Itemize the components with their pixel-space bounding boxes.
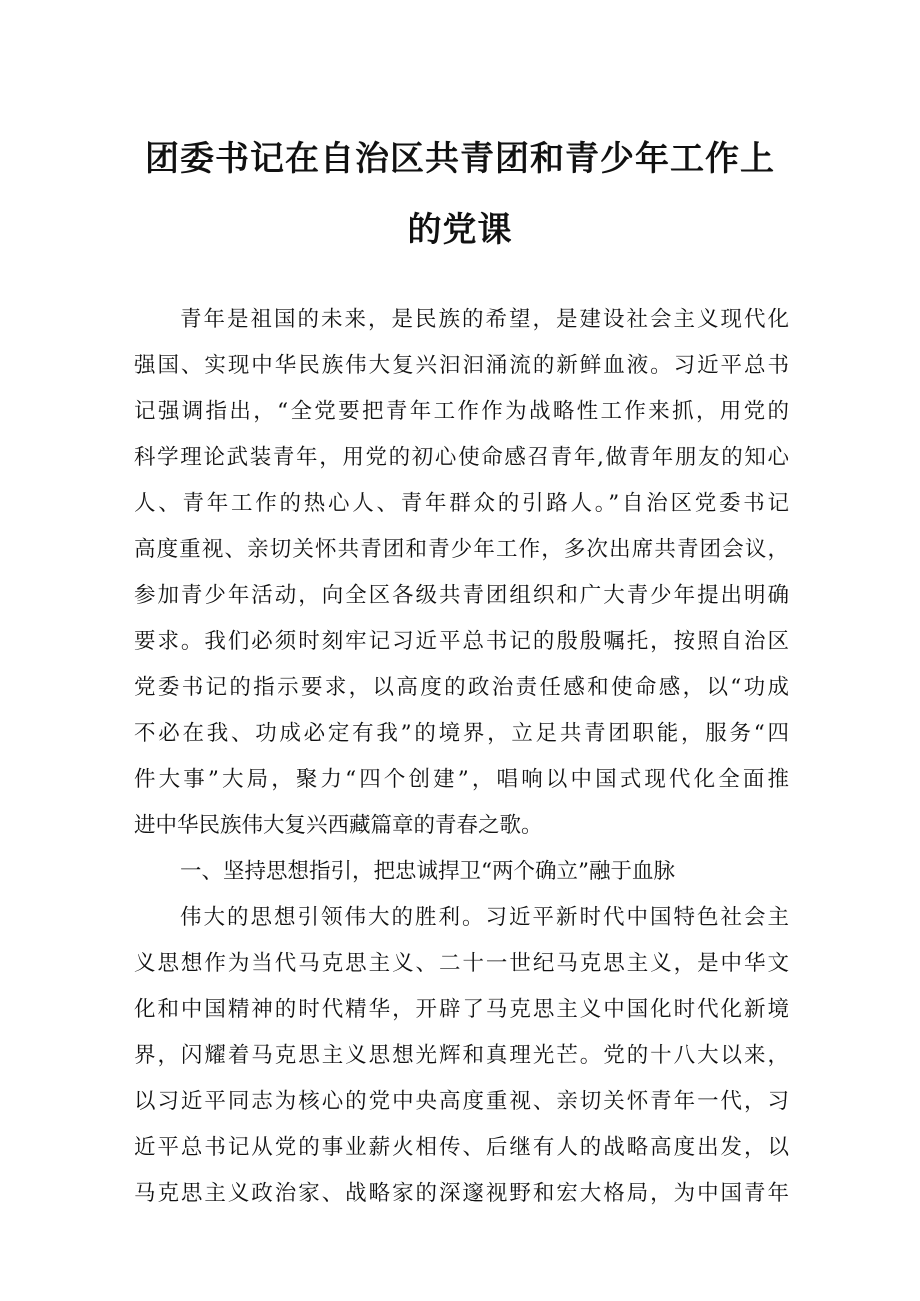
document-title-line-1: 团委书记在自治区共青团和青少年工作上 [145, 139, 775, 179]
paragraph-1-line-12: 进中华民族伟大复兴西藏篇章的青春之歌。 [134, 813, 543, 838]
paragraph-2-line-2: 义思想作为当代马克思主义、二十一世纪马克思主义，是中华文 [134, 951, 789, 976]
section-heading-1: 一、坚持思想指引，把忠诚捍卫“两个确立”融于血脉 [180, 859, 675, 884]
paragraph-1-line-6: 高度重视、亲切关怀共青团和青少年工作，多次出席共青团会议， [134, 537, 789, 562]
paragraph-1-line-9: 党委书记的指示要求，以高度的政治责任感和使命感，以“功成 [134, 675, 789, 700]
document-title-line-2: 的党课 [407, 210, 513, 250]
paragraph-2-line-5: 以习近平同志为核心的党中央高度重视、亲切关怀青年一代，习 [134, 1089, 789, 1114]
paragraph-1-line-3: 记强调指出，“全党要把青年工作作为战略性工作来抓，用党的 [134, 399, 789, 424]
paragraph-2-line-1: 伟大的思想引领伟大的胜利。习近平新时代中国特色社会主 [180, 905, 789, 930]
paragraph-1-line-11: 件大事”大局，聚力“四个创建”，唱响以中国式现代化全面推 [134, 767, 789, 792]
paragraph-2-line-4: 界，闪耀着马克思主义思想光辉和真理光芒。党的十八大以来， [134, 1043, 789, 1068]
paragraph-2-line-3: 化和中国精神的时代精华，开辟了马克思主义中国化时代化新境 [134, 997, 789, 1022]
paragraph-1-line-2: 强国、实现中华民族伟大复兴汩汩涌流的新鲜血液。习近平总书 [134, 353, 789, 378]
paragraph-1-line-8: 要求。我们必须时刻牢记习近平总书记的殷殷嘱托，按照自治区 [134, 629, 789, 654]
paragraph-1-line-1: 青年是祖国的未来，是民族的希望，是建设社会主义现代化 [180, 307, 789, 332]
paragraph-1-line-4: 科学理论武装青年，用党的初心使命感召青年,做青年朋友的知心 [134, 445, 789, 470]
paragraph-2-line-7: 马克思主义政治家、战略家的深邃视野和宏大格局，为中国青年 [134, 1181, 789, 1206]
paragraph-1-line-5: 人、青年工作的热心人、青年群众的引路人。”自治区党委书记 [134, 491, 789, 516]
paragraph-2-line-6: 近平总书记从党的事业薪火相传、后继有人的战略高度出发，以 [134, 1135, 789, 1160]
paragraph-1-line-10: 不必在我、功成必定有我”的境界，立足共青团职能，服务“四 [134, 721, 789, 746]
paragraph-1-line-7: 参加青少年活动，向全区各级共青团组织和广大青少年提出明确 [134, 583, 789, 608]
